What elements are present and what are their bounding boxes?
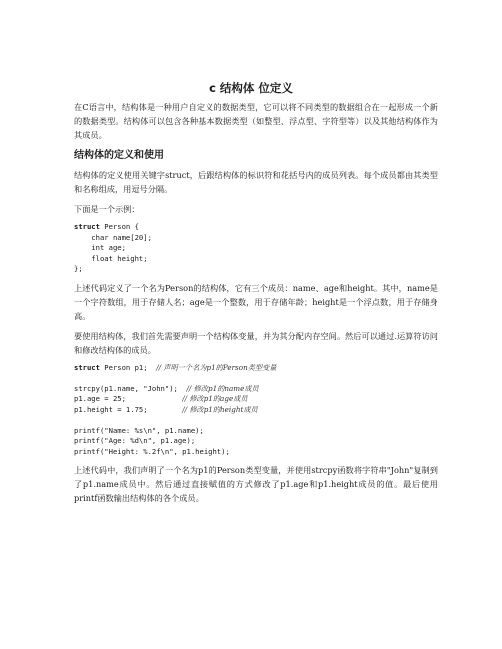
code-line: strcpy(p1.name, "John"); [74,383,187,393]
code-line: int age; [74,243,126,252]
code-line: char name[20]; [74,232,152,242]
code-comment: // 修改p1的name成员 [186,383,259,393]
code-line: p1.height = 1.75; [74,404,183,414]
code-keyword: struct [74,362,100,372]
example-intro: 下面是一个示例： [74,204,140,214]
document-body [74,100,438,511]
code-line: p1.age = 25; [74,394,183,403]
explanation-paragraph-1: 上述代码定义了一个名为Person的结构体，它有三个成员：name、age和height。其中，name是一个字符数组，用于存储人名；age是一个整数，用于存储年龄；height是一个浮点数，用于存储身高。 [74,282,438,321]
code-line: Person { [99,222,139,231]
conclusion-paragraph: 上述代码中，我们声明了一个名为p1的Person类型变量，并使用strcpy函数将字符串"John"复制到了p1.name成员中。然后通过直接赋值的方式修改了p1.age和p1.height成员的值。最后使用printf函数输出结构体的各个成员。 [74,465,438,503]
code-comment: // 修改p1的height成员 [182,404,258,414]
code-line: printf("Height: %.2f\n", p1.height); [74,446,230,456]
section-heading: 结构体的定义和使用 [74,150,164,161]
explanation-paragraph-2: 要使用结构体，我们首先需要声明一个结构体变量，并为其分配内存空间。然后可以通过.运算符访问和修改结构体的成员。 [74,330,438,355]
page-title: c 结构体 位定义 [209,81,293,95]
code-line: printf("Age: %d\n", p1.age); [74,436,196,445]
code-comment: // 修改p1的age成员 [182,394,248,403]
intro-paragraph: 在C语言中，结构体是一种用户自定义的数据类型，它可以将不同类型的数据组合在一起形成一个新的数据类型。结构体可以包含各种基本数据类型（如整型、浮点型、字符型等）以及其他结构体作为其成员。 [74,102,438,140]
code-line: printf("Name: %s\n", p1.name); [74,425,204,435]
code-line: }; [74,264,83,273]
code-line: float height; [74,253,148,263]
definition-paragraph: 结构体的定义使用关键字struct，后跟结构体的标识符和花括号内的成员列表。每个成员都由其类型和名称组成，用逗号分隔。 [74,170,438,194]
code-line: Person p1; [99,362,157,372]
struct-definition-code [74,222,438,275]
struct-usage-code [74,363,438,458]
code-keyword: struct [74,222,100,231]
code-comment: // 声明一个名为p1的Person类型变量 [156,362,277,372]
